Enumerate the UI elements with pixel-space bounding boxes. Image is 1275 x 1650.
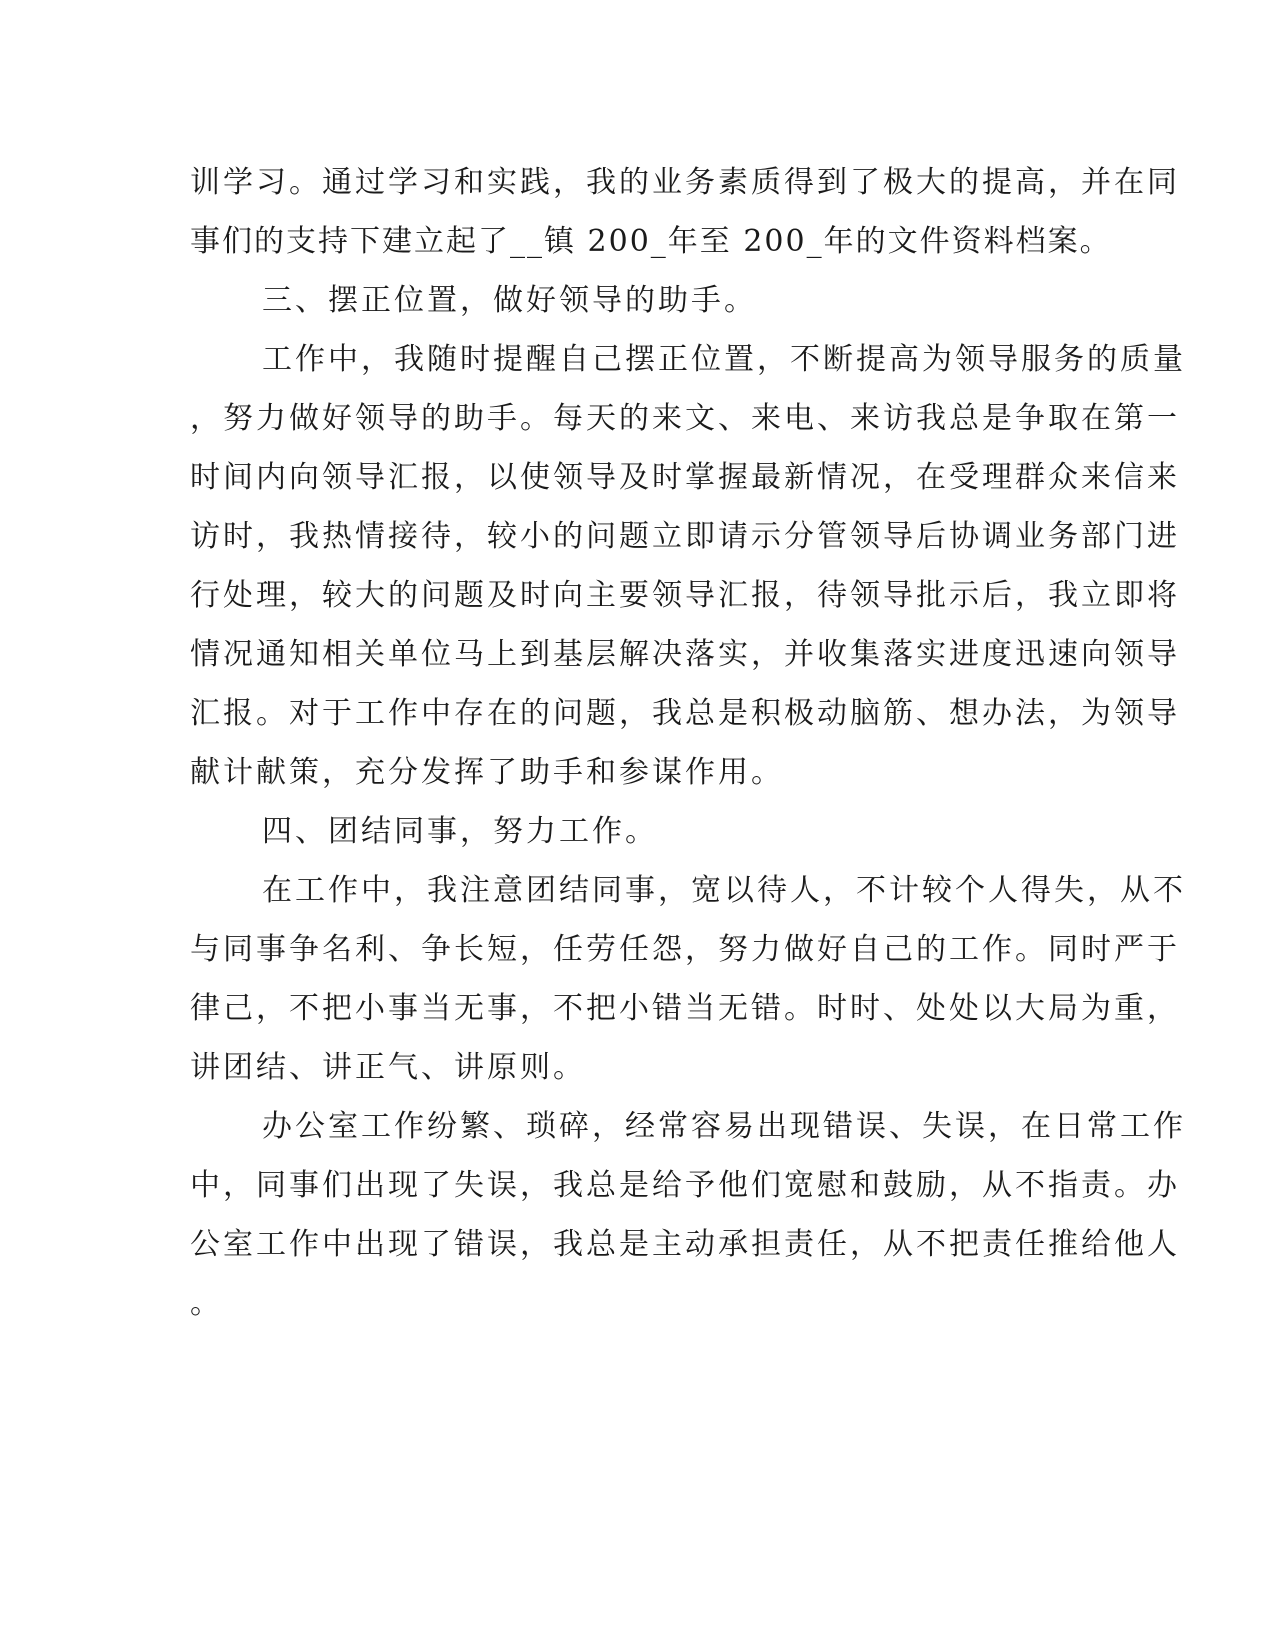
text-line: 情况通知相关单位马上到基层解决落实，并收集落实进度迅速向领导 bbox=[190, 637, 1180, 672]
text-line: 律己，不把小事当无事，不把小错当无错。时时、处处以大局为重， bbox=[190, 991, 1180, 1026]
text-line: 汇报。对于工作中存在的问题，我总是积极动脑筋、想办法，为领导 bbox=[190, 696, 1180, 731]
text-line: 行处理，较大的问题及时向主要领导汇报，待领导批示后，我立即将 bbox=[190, 578, 1180, 613]
text-line: 讲团结、讲正气、讲原则。 bbox=[190, 1050, 586, 1085]
text-line: 工作中，我随时提醒自己摆正位置，不断提高为领导服务的质量 bbox=[262, 342, 1186, 377]
section-heading: 四、团结同事，努力工作。 bbox=[262, 814, 658, 849]
text-line: 时间内向领导汇报，以使领导及时掌握最新情况，在受理群众来信来 bbox=[190, 460, 1180, 495]
text-line: 在工作中，我注意团结同事，宽以待人，不计较个人得失，从不 bbox=[262, 873, 1186, 908]
text-line: 办公室工作纷繁、琐碎，经常容易出现错误、失误，在日常工作 bbox=[262, 1109, 1186, 1144]
text-line: 访时，我热情接待，较小的问题立即请示分管领导后协调业务部门进 bbox=[190, 519, 1180, 554]
section-heading: 三、摆正位置，做好领导的助手。 bbox=[262, 283, 757, 318]
text-line: 。 bbox=[190, 1286, 223, 1321]
text-line: 公室工作中出现了错误，我总是主动承担责任，从不把责任推给他人 bbox=[190, 1227, 1180, 1262]
text-line: ，努力做好领导的助手。每天的来文、来电、来访我总是争取在第一 bbox=[190, 401, 1180, 436]
text-line: 事们的支持下建立起了__镇 200_年至 200_年的文件资料档案。 bbox=[190, 224, 1112, 259]
text-line: 训学习。通过学习和实践，我的业务素质得到了极大的提高，并在同 bbox=[190, 165, 1180, 200]
text-line: 献计献策，充分发挥了助手和参谋作用。 bbox=[190, 755, 784, 790]
text-line: 中，同事们出现了失误，我总是给予他们宽慰和鼓励，从不指责。办 bbox=[190, 1168, 1180, 1203]
text-line: 与同事争名利、争长短，任劳任怨，努力做好自己的工作。同时严于 bbox=[190, 932, 1180, 967]
